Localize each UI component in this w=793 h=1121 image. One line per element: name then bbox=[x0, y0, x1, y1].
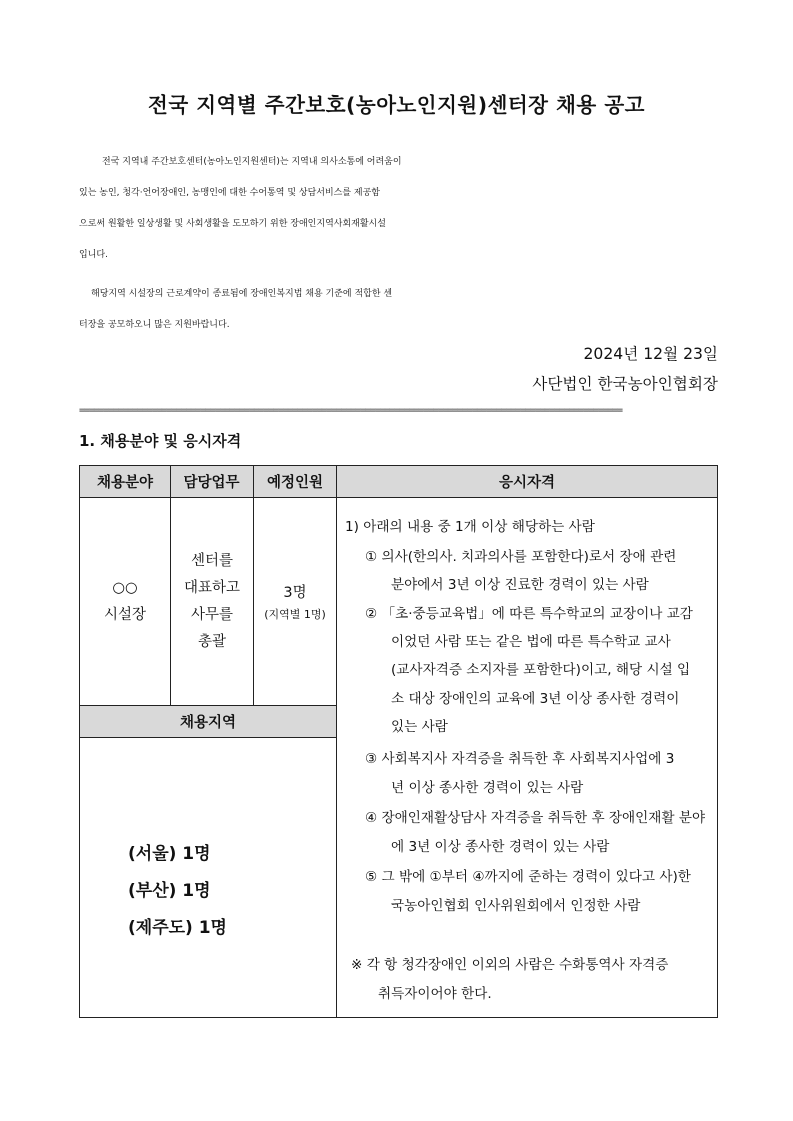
requirement-line: 소 대상 장애인의 교육에 3년 이상 종사한 경력이 bbox=[391, 691, 680, 707]
region-item: (서울) 1명 bbox=[128, 844, 211, 864]
notice-line: 해당지역 시설장의 근로계약이 종료됨에 장애인복지법 채용 기준에 적합한 센 bbox=[91, 289, 393, 299]
notice-paragraph bbox=[79, 279, 719, 341]
intro-line: 입니다. bbox=[79, 250, 108, 260]
intro-line: 으로써 원활한 일상생활 및 사회생활을 도모하기 위한 장애인지역사회재활시설 bbox=[79, 219, 386, 229]
issuer-organization: 사단법인 한국농아인협회장 bbox=[532, 375, 718, 393]
requirement-line: 에 3년 이상 종사한 경력이 있는 사람 bbox=[391, 839, 610, 855]
region-cell bbox=[80, 738, 336, 1017]
field-line: ○○ bbox=[112, 579, 138, 596]
notice-date: 2024년 12월 23일 bbox=[583, 345, 718, 363]
requirement-line: ④ 장애인재활상담사 자격증을 취득한 후 장애인재활 분야 bbox=[365, 810, 706, 826]
requirement-line: 이었던 사람 또는 같은 법에 따른 특수학교 교사 bbox=[391, 634, 671, 650]
grid-line bbox=[336, 466, 337, 1017]
duty-line: 사무를 bbox=[190, 606, 234, 623]
divider-line: ================================================================================================================ bbox=[79, 405, 623, 416]
recruitment-table bbox=[79, 465, 718, 1018]
count-cell bbox=[254, 498, 336, 705]
requirement-line: 있는 사람 bbox=[391, 719, 448, 735]
header-duty: 담당업무 bbox=[170, 466, 253, 497]
requirement-line: 1) 아래의 내용 중 1개 이상 해당하는 사람 bbox=[345, 519, 595, 535]
field-line: 시설장 bbox=[103, 606, 147, 623]
region-item: (부산) 1명 bbox=[128, 881, 211, 901]
duty-cell bbox=[171, 498, 253, 705]
region-list bbox=[128, 836, 227, 947]
count-note: (지역별 1명) bbox=[264, 608, 326, 621]
intro-line: 전국 지역내 주간보호센터(농아노인지원센터)는 지역내 의사소통에 어려움이 bbox=[102, 157, 402, 167]
field-cell bbox=[80, 498, 170, 705]
header-qualification: 응시자격 bbox=[337, 466, 717, 497]
region-item: (제주도) 1명 bbox=[128, 918, 227, 938]
duty-line: 센터를 bbox=[190, 552, 234, 569]
intro-line: 있는 농인, 청각·언어장애인, 농맹인에 대한 수어통역 및 상담서비스를 제공함 bbox=[79, 188, 380, 198]
qualification-cell bbox=[338, 466, 718, 1017]
requirement-line: ② 「초·중등교육법」에 따른 특수학교의 교장이나 교감 bbox=[365, 606, 693, 622]
region-header: 채용지역 bbox=[80, 706, 336, 737]
section-title: 1. 채용분야 및 응시자격 bbox=[79, 432, 242, 450]
duty-line: 총괄 bbox=[197, 633, 226, 650]
requirement-line: 년 이상 종사한 경력이 있는 사람 bbox=[391, 780, 584, 796]
intro-paragraph bbox=[79, 147, 719, 271]
duty-line: 대표하고 bbox=[183, 579, 241, 596]
requirement-line: ⑤ 그 밖에 ①부터 ④까지에 준하는 경력이 있다고 사)한 bbox=[365, 869, 691, 885]
requirement-note: 취득자이어야 한다. bbox=[378, 986, 492, 1002]
header-count: 예정인원 bbox=[253, 466, 337, 497]
requirement-note: ※ 각 항 청각장애인 이외의 사람은 수화통역사 자격증 bbox=[351, 957, 669, 973]
requirement-line: ① 의사(한의사. 치과의사를 포함한다)로서 장애 관련 bbox=[365, 549, 677, 565]
requirement-line: ③ 사회복지사 자격증을 취득한 후 사회복지사업에 3 bbox=[365, 751, 675, 767]
header-field: 채용분야 bbox=[80, 466, 170, 497]
notice-line: 터장을 공모하오니 많은 지원바랍니다. bbox=[79, 320, 230, 330]
count-value: 3명 bbox=[283, 585, 307, 601]
requirement-line: 국농아인협회 인사위원회에서 인정한 사람 bbox=[391, 898, 641, 914]
page-title: 전국 지역별 주간보호(농아노인지원)센터장 채용 공고 bbox=[148, 93, 645, 117]
requirement-line: 분야에서 3년 이상 진료한 경력이 있는 사람 bbox=[391, 577, 649, 593]
requirement-line: (교사자격증 소지자를 포함한다)이고, 해당 시설 입 bbox=[391, 662, 691, 678]
